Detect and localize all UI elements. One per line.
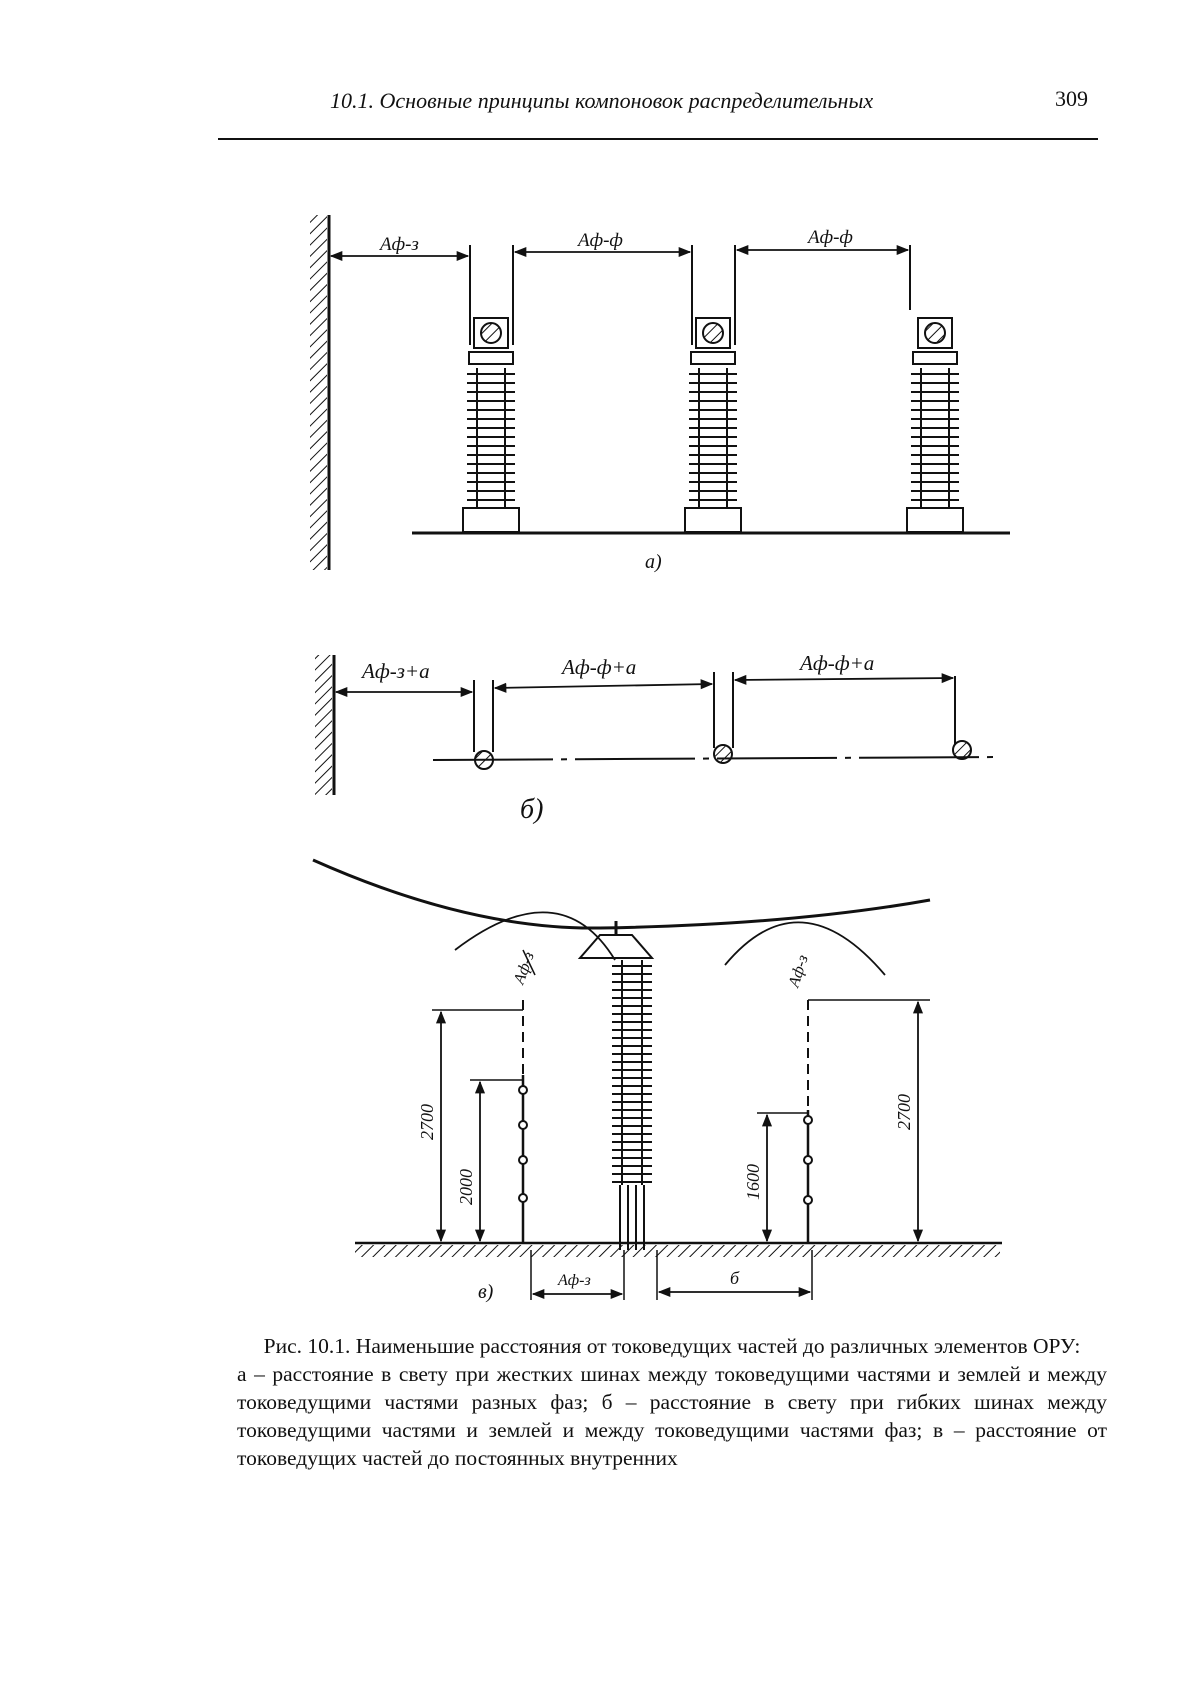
flexible-bus-sag — [313, 860, 930, 928]
height-label: 2700 — [894, 1094, 914, 1130]
insulator-cap — [913, 352, 957, 364]
dim-label: Aф-ф+a — [800, 651, 875, 675]
dim-label: б — [730, 1268, 740, 1288]
fence-joint — [804, 1156, 812, 1164]
support-insulator — [580, 921, 652, 1250]
dim-label: Aф-з — [558, 1272, 591, 1289]
arc-label: Aф-з — [510, 949, 538, 987]
figure-caption — [237, 1332, 1107, 1472]
rigid-bus-conductor — [703, 323, 723, 343]
rigid-bus-conductor — [925, 323, 945, 343]
panel-c — [313, 860, 1002, 1303]
dim-label: Aф-ф — [808, 227, 853, 248]
dim-line — [735, 678, 953, 680]
height-label: 2000 — [456, 1169, 476, 1205]
panel-label: а) — [645, 551, 662, 573]
fence-joint — [804, 1116, 812, 1124]
insulator-base — [907, 508, 963, 532]
insulator-sheds — [612, 960, 652, 1185]
arc-label: Aф-з — [785, 952, 812, 990]
height-label: 1600 — [743, 1164, 763, 1200]
panel-a — [310, 215, 1010, 573]
fence-joint — [804, 1196, 812, 1204]
dim-line — [495, 684, 712, 688]
fence-joint — [519, 1194, 527, 1202]
dim-label: Aф-з+a — [362, 659, 430, 683]
running-header-title: 10.1. Основные принципы компоновок распределительных — [330, 88, 874, 113]
insulator-cap — [580, 935, 652, 958]
panel-label: в) — [478, 1281, 494, 1303]
fence-joint — [519, 1156, 527, 1164]
insulator-cap — [469, 352, 513, 364]
wall-hatch — [315, 655, 332, 795]
wall-hatch — [310, 215, 327, 570]
caption-body: а – расстояние в свету при жестких шинах между токоведущими частями и землей и между токоведущими частями разных фаз; б – расстояние в свету при гибких шинах между токоведущими частями и землей и между токоведущими частями фаз; в – расстояние от токоведущих частей до постоянных внутренних — [237, 1362, 1107, 1470]
panel-b — [315, 651, 1000, 825]
insulator-base — [463, 508, 519, 532]
clearance-arc — [455, 912, 615, 960]
flexible-bus-conductor — [714, 745, 732, 763]
fence-joint — [519, 1086, 527, 1094]
flexible-bus-conductor — [953, 741, 971, 759]
caption-title: Рис. 10.1. Наименьшие расстояния от токоведущих частей до различных элементов ОРУ: — [263, 1334, 1081, 1358]
fence-joint — [519, 1121, 527, 1129]
panel-label: б) — [520, 794, 544, 825]
rigid-bus-conductor — [481, 323, 501, 343]
insulator-group — [463, 318, 963, 532]
flexible-bus-conductor — [475, 751, 493, 769]
dim-label: Aф-ф+a — [562, 655, 637, 679]
dim-label: Aф-з — [380, 234, 419, 255]
dim-label: Aф-ф — [578, 230, 623, 251]
insulator-base — [685, 508, 741, 532]
ground-hatch — [355, 1245, 1000, 1257]
height-label: 2700 — [417, 1104, 437, 1140]
page-number: 309 — [1055, 86, 1088, 111]
insulator-cap — [691, 352, 735, 364]
